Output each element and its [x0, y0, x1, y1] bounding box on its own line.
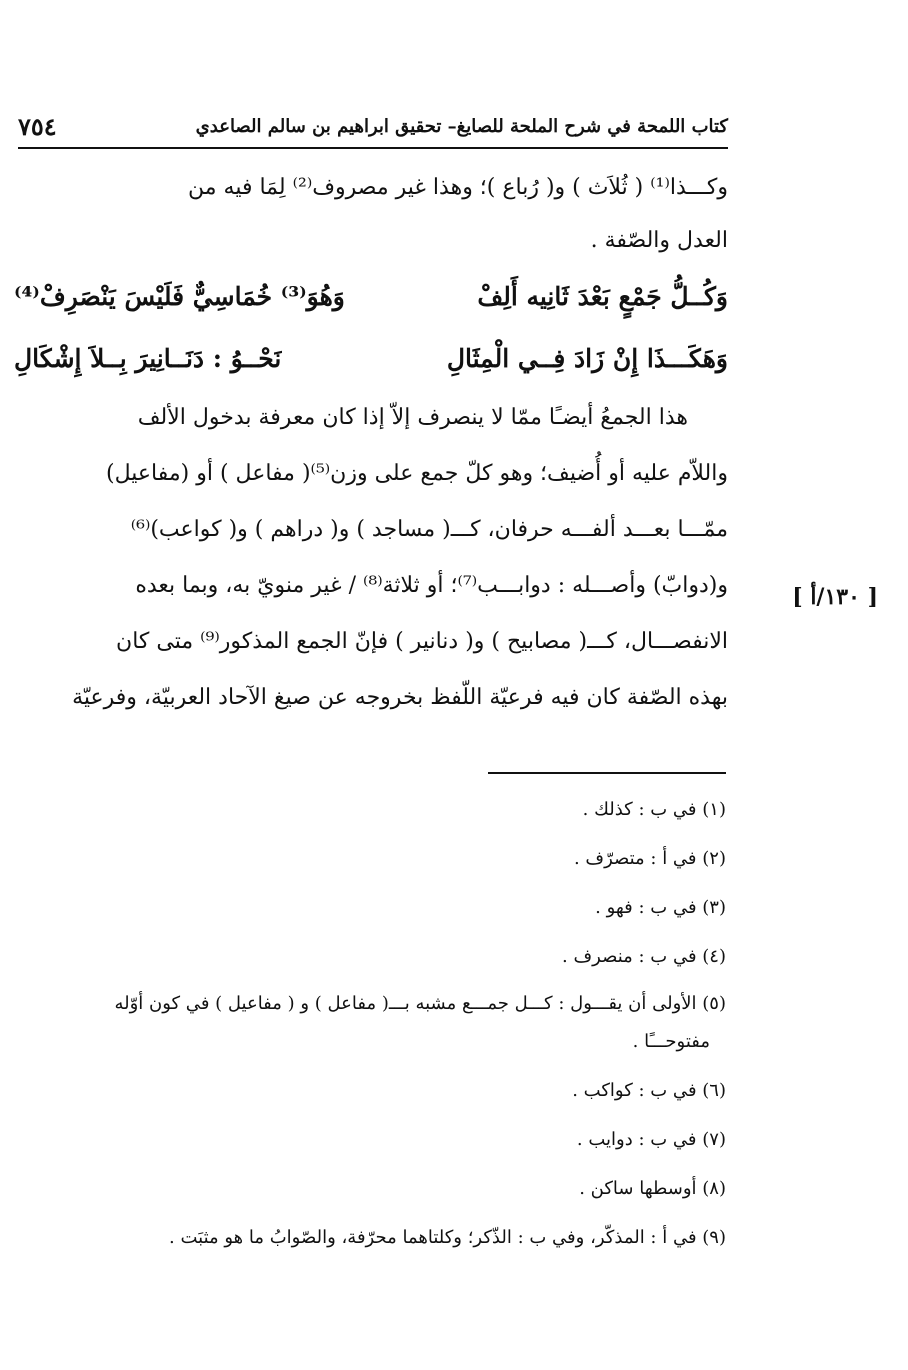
- text-line: و(دوابّ) وأصـــله : دوابـــب⁽⁷⁾؛ أو ثلاثة⁽⁸⁾ / غير منويّ به، وبما بعده: [135, 573, 728, 598]
- footnote-item: (٥) الأولى أن يقـــول : كـــل جمـــع مشبه بـــ( مفاعل ) و ( مفاعيل ) في كون أوّله: [114, 993, 726, 1014]
- text-line: وكـــذا⁽¹⁾ ( ثُلاَث ) و( رُباع )؛ وهذا غير مصروف⁽²⁾ لِمَا فيه من: [188, 175, 728, 200]
- verse-hemistich-right: وَكُــلُّ جَمْعٍ بَعْدَ ثَانِيه أَلِفْ: [477, 282, 728, 311]
- text-line: الانفصـــال، كـــ( مصابيح ) و( دنانير ) فإنّ الجمع المذكور⁽⁹⁾ متى كان: [116, 629, 728, 654]
- folio-margin-note: [ ١٣٠/أ ]: [792, 584, 878, 610]
- text-line: هذا الجمعُ أيضـًا ممّا لا ينصرف إلاّ إذا كان معرفة بدخول الألف: [137, 405, 688, 430]
- footnote-continuation: مفتوحـــًا .: [632, 1031, 710, 1052]
- text-line: واللاّم عليه أو أُضيف؛ وهو كلّ جمع على وزن⁽⁵⁾( مفاعل ) أو (مفاعيل): [106, 461, 728, 486]
- main-text: [14, 160, 728, 726]
- footnote-item: (٢) في أ : متصرّف .: [573, 848, 726, 869]
- verse-line: [14, 266, 728, 328]
- footnote-item: (٧) في ب : دوايب .: [576, 1129, 726, 1150]
- text-line: ممّـــا بعـــد ألفـــه حرفان، كـــ( مساجد ) و( دراهم ) و( كواعب)⁽⁶⁾: [130, 517, 728, 542]
- running-title: كتاب اللمحة في شرح الملحة للصايغ– تحقيق ابراهيم بن سالم الصاعدي: [195, 115, 728, 137]
- footnote-item: (٣) في ب : فهو .: [595, 897, 726, 918]
- verse-hemistich-right: وَهَكَـــذَا إِنْ زَادَ فِــي الْمِثَالِ: [446, 344, 728, 373]
- page-number: ٧٥٤: [18, 111, 57, 141]
- verse-hemistich-left: وَهُوَ⁽³⁾ خُمَاسِيٌّ فَلَيْسَ يَنْصَرِفْ⁽⁴⁾: [14, 282, 345, 311]
- text-line: العدل والصّفة .: [590, 228, 728, 253]
- page-header: [18, 108, 728, 144]
- verse-line: [14, 328, 728, 390]
- footnote-item: (١) في ب : كذلك .: [582, 799, 726, 820]
- footnote-rule: [488, 772, 726, 774]
- verse-hemistich-left: نَحْــوُ : دَنَــانِيرَ بِــلاَ إِشْكَالِ: [14, 344, 282, 373]
- footnotes: [14, 790, 726, 1267]
- footnote-item: (٤) في ب : منصرف .: [562, 946, 726, 967]
- footnote-item: (٨) أوسطها ساكن .: [579, 1178, 726, 1199]
- header-rule: [18, 147, 728, 149]
- footnote-item: (٩) في أ : المذكّر، وفي ب : الذّكر؛ وكلتاهما محرّفة، والصّوابُ ما هو مثبَت .: [169, 1227, 726, 1248]
- text-line: بهذه الصّفة كان فيه فرعيّة اللّفظ بخروجه عن صيغ الآحاد العربيّة، وفرعيّة: [72, 685, 728, 710]
- footnote-item: (٦) في ب : كواكب .: [572, 1080, 726, 1101]
